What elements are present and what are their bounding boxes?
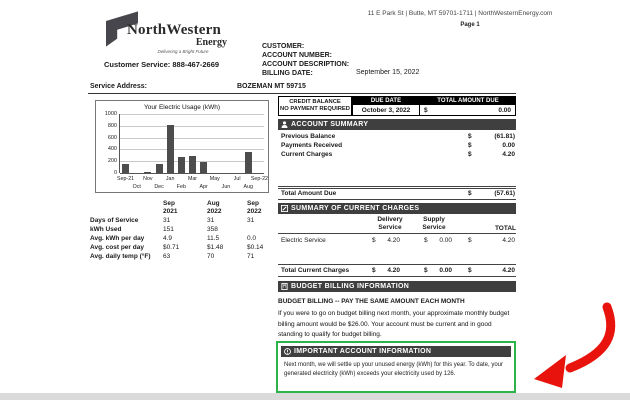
cell xyxy=(247,225,272,234)
usage-chart xyxy=(95,100,269,193)
cell: $1.48 xyxy=(207,244,224,251)
x-tick-label: Sep-21 xyxy=(117,176,135,182)
cell: 31 xyxy=(163,217,171,224)
budget-billing-headline: BUDGET BILLING -- PAY THE SAME AMOUNT EACH MONTH xyxy=(278,298,465,305)
summary-row: Payments Received $ 0.00 xyxy=(281,142,515,149)
cell: $0.14 xyxy=(247,244,264,251)
usage-bar xyxy=(178,157,185,173)
charges-row: Electric Service $ 4.20 $ 0.00 $ 4.20 xyxy=(281,237,515,244)
gridline xyxy=(120,126,264,127)
charges-column-headers: Delivery Service Supply Service TOTAL xyxy=(377,216,516,232)
row-label: Avg. daily temp (°F) xyxy=(90,253,151,260)
billing-date-label: BILLING DATE: xyxy=(262,70,313,77)
col-header: Sep 2022 xyxy=(247,200,262,215)
x-tick-label: Jun xyxy=(221,184,231,190)
chart-plot-area xyxy=(117,114,268,190)
y-tick-label: 0 xyxy=(113,170,117,176)
customer-label: CUSTOMER: xyxy=(262,43,305,50)
y-tick-label: 800 xyxy=(107,122,117,129)
usage-bar xyxy=(144,172,151,173)
account-summary-header: ACCOUNT SUMMARY xyxy=(278,119,516,130)
x-tick-label: Feb xyxy=(176,184,186,190)
usage-bar xyxy=(122,164,129,173)
alert-circle-icon xyxy=(284,348,291,355)
cell: $0.71 xyxy=(163,244,180,251)
credit-balance-cell: CREDIT BALANCE NO PAYMENT REQUIRED xyxy=(278,96,352,116)
y-tick-label: 600 xyxy=(107,134,117,141)
cell: 0.0 xyxy=(247,235,257,242)
row-label: Avg. kWh per day xyxy=(90,235,145,242)
account-summary-section xyxy=(278,119,516,159)
current-charges-section xyxy=(278,203,516,245)
y-tick-label: 200 xyxy=(107,158,117,165)
row-label: Days of Service xyxy=(90,217,139,224)
x-tick-label: Mar xyxy=(187,176,198,182)
x-tick-label: Apr xyxy=(199,184,208,190)
cell: 31 xyxy=(207,217,215,224)
divider xyxy=(278,199,516,200)
total-amount-due-header: TOTAL AMOUNT DUE xyxy=(420,96,516,105)
service-address-label: Service Address: xyxy=(90,83,147,90)
company-address-line: 11 E Park St | Butte, MT 59701-1711 | NorthWesternEnergy.com xyxy=(367,10,553,17)
page-number: Page 1 xyxy=(460,22,480,28)
usage-bar xyxy=(245,152,252,173)
customer-service-line: Customer Service: 888-467-2669 xyxy=(104,60,220,69)
col-header: Aug 2022 xyxy=(207,200,222,215)
divider xyxy=(88,93,516,94)
red-arrow-icon xyxy=(520,295,630,395)
customer-info-block xyxy=(262,42,349,78)
row-label: kWh Used xyxy=(90,226,122,233)
currency-symbol: $ xyxy=(424,106,428,114)
person-icon xyxy=(281,121,288,128)
cell: 151 xyxy=(163,226,174,233)
important-info-header: IMPORTANT ACCOUNT INFORMATION xyxy=(281,346,511,357)
usage-bar xyxy=(156,164,163,173)
logo-company-sub: Energy xyxy=(195,37,227,48)
service-address-value: BOZEMAN MT 59715 xyxy=(237,83,306,90)
y-tick-label: 1000 xyxy=(104,111,117,117)
budget-billing-header: BUDGET BILLING INFORMATION xyxy=(278,281,516,292)
cell: 63 xyxy=(163,253,171,260)
usage-bar xyxy=(200,162,207,173)
row-label: Avg. cost per day xyxy=(90,244,144,251)
x-tick-label: Jan xyxy=(165,176,175,182)
important-info-box xyxy=(276,341,516,393)
logo-tagline: Delivering a Bright Future xyxy=(157,49,209,54)
due-date-value: October 3, 2022 xyxy=(352,105,420,116)
summary-row: Current Charges $ 4.20 xyxy=(281,151,515,158)
cell: 71 xyxy=(247,253,255,260)
account-number-label: ACCOUNT NUMBER: xyxy=(262,52,332,59)
due-date-header: DUE DATE xyxy=(352,96,420,105)
gridline xyxy=(120,114,264,115)
total-current-charges-row: Total Current Charges $ 4.20 $ 0.00 $ 4.20 xyxy=(278,264,516,277)
usage-bar xyxy=(189,156,196,173)
account-description-label: ACCOUNT DESCRIPTION: xyxy=(262,61,350,68)
gridline xyxy=(120,173,264,174)
x-tick-label: Dec xyxy=(154,184,164,190)
x-tick-label: Oct xyxy=(132,184,141,190)
chart-y-axis xyxy=(96,111,117,176)
calculator-icon xyxy=(281,283,288,290)
usage-history-table xyxy=(90,199,272,261)
x-tick-label: Aug xyxy=(243,184,253,190)
current-charges-header: SUMMARY OF CURRENT CHARGES xyxy=(278,203,516,214)
x-tick-label: Sep-22 xyxy=(250,176,268,182)
chart-title: Your Electric Usage (kWh) xyxy=(144,104,220,111)
cell: 4.9 xyxy=(163,235,173,242)
budget-billing-body: If you were to go on budget billing next month, your approximate monthly budget billing amount would be $26.00. Your account must be current and in good standing to qualify for budget billing. xyxy=(278,310,510,338)
divider xyxy=(278,276,516,277)
cell: 358 xyxy=(207,226,218,233)
y-tick-label: 400 xyxy=(107,146,117,153)
pencil-note-icon xyxy=(281,205,288,212)
summary-row: Previous Balance $ (61.81) xyxy=(281,133,515,140)
x-tick-label: Nov xyxy=(143,176,153,182)
x-tick-label: May xyxy=(209,176,220,182)
cell: 31 xyxy=(247,217,255,224)
cell: 11.5 xyxy=(207,235,220,242)
important-info-body: Next month, we will settle up your unused energy (kWh) for this year. To date, your generated electricity (kWh) exceeds your electricity used by 126. xyxy=(284,362,503,377)
budget-billing-section xyxy=(278,281,516,341)
x-tick-label: Jul xyxy=(233,176,241,182)
usage-bar xyxy=(167,125,174,173)
gridline xyxy=(120,138,264,139)
cell: 70 xyxy=(207,253,215,260)
total-amount-due-value: $ 0.00 xyxy=(420,105,516,116)
logo-company-name: NorthWestern xyxy=(127,22,222,38)
total-amount-due-row: Total Amount Due $ (57.61) xyxy=(278,186,516,200)
gridline xyxy=(120,149,264,150)
page-bottom-strip xyxy=(0,393,630,400)
col-header: Sep 2021 xyxy=(163,200,178,215)
billing-date-value: September 15, 2022 xyxy=(356,69,420,76)
